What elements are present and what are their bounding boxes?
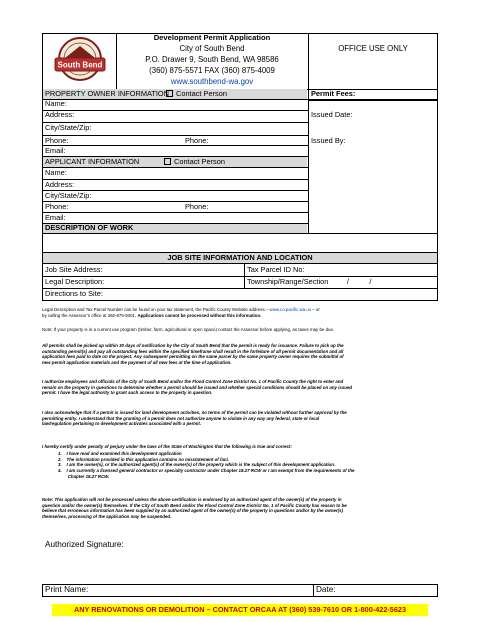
paragraph-line: believe that erroneous information has been supplied by an authorized agent of the owner(s) of the property in questions and/or by the owner(s) xyxy=(42,508,344,514)
processing-note xyxy=(42,497,442,520)
list-item: 2. The information provided in this application contains no misstatement of fact. xyxy=(58,456,230,462)
directions-field[interactable]: Directions to Site: xyxy=(45,289,103,298)
issued-date-label: Issued Date: xyxy=(311,110,353,119)
list-item: 3. I am the owner(s), or the authorized agent(s) of the owner(s) of the property which is the subject of this development application. xyxy=(58,462,336,468)
certification-list xyxy=(58,451,442,480)
applicant-email-field[interactable]: Email: xyxy=(45,213,66,222)
paragraph-line: application fees paid to date on the project. Any subsequent permitting on the same parcel by the same property owner requires the submittal of xyxy=(42,354,344,360)
applicant-contact-label: Contact Person xyxy=(174,157,225,166)
checkbox-icon[interactable] xyxy=(166,90,173,97)
jobsite-section-title: JOB SITE INFORMATION AND LOCATION xyxy=(167,253,313,262)
owner-address-field[interactable]: Address: xyxy=(45,110,75,119)
paragraph-line: remain on the property in questions to determine whether a permit should be issued and whether special conditions should be placed on any issued xyxy=(42,384,353,390)
row-line xyxy=(308,100,438,101)
checkbox-icon[interactable] xyxy=(164,158,171,165)
print-name-field[interactable]: Print Name: xyxy=(45,585,89,594)
owner-section-title: PROPERTY OWNER INFORMATION xyxy=(45,89,170,98)
row-line xyxy=(42,167,308,168)
authorized-signature-label: Authorized Signature: xyxy=(45,540,124,549)
list-item: 1. I have read and examined this development application xyxy=(58,451,182,456)
paragraph-line: permit. I have the legal authority to grant such access to the property in question. xyxy=(42,390,213,396)
jobsite-address-field[interactable]: Job Site Address: xyxy=(45,265,103,274)
paragraph-line: themselves, processing of the application may be suspended. xyxy=(42,514,172,520)
pickup-paragraph xyxy=(42,343,442,366)
list-item: Chapter 18.27 RCW. xyxy=(58,473,110,479)
owner-contact-checkbox[interactable] xyxy=(166,89,227,99)
assessor-text: by calling the Assessor’s office at 360-875-9301. xyxy=(42,312,138,318)
date-field[interactable]: Date: xyxy=(316,585,336,594)
owner-email-field[interactable]: Email: xyxy=(45,146,66,155)
certification-intro: I hereby certify under penalty of perjury under the laws of the State of Washington that the following is true and correct: xyxy=(42,444,292,449)
description-of-work-field[interactable] xyxy=(43,234,437,252)
row-line xyxy=(42,212,308,213)
acknowledgement-paragraph xyxy=(42,410,442,427)
owner-phone2-field[interactable]: Phone: xyxy=(185,136,209,145)
county-website-link[interactable]: www.co.pacific.wa.us xyxy=(269,307,312,312)
applicant-address-field[interactable]: Address: xyxy=(45,180,75,189)
tax-parcel-field[interactable]: Tax Parcel ID No: xyxy=(247,265,305,274)
owner-contact-label: Contact Person xyxy=(176,89,227,98)
row-line xyxy=(42,145,308,146)
list-item: 4. I am currently a licensed general contractor or specialty contractor under Chapter 18.27 RCW or I am exempt from the requirements of the xyxy=(58,468,355,474)
print-name-row xyxy=(42,584,438,597)
row-line xyxy=(42,110,308,111)
mailing-address: P.O. Drawer 9, South Bend, WA 98586 xyxy=(145,55,279,64)
website-link[interactable] xyxy=(116,77,308,87)
city-logo xyxy=(50,36,110,86)
applicant-city-field[interactable]: City/State/Zip: xyxy=(45,191,92,200)
legal-description-field[interactable]: Legal Description: xyxy=(45,277,105,286)
applicant-phone2-field[interactable]: Phone: xyxy=(185,202,209,211)
owner-name-field[interactable]: Name: xyxy=(45,99,67,108)
paragraph-line: I also acknowledge that if a permit is issued for land development activities, no terms of the permit can be violated without further approval by the xyxy=(42,410,347,415)
legal-info-text: Legal Description and Tax Parcel Number can be found on your tax statement, the Pacific County Website address – xyxy=(42,307,270,312)
form-title: Development Permit Application xyxy=(153,33,271,42)
row-line xyxy=(42,135,308,136)
legal-info-text-end: – or xyxy=(311,307,320,312)
paragraph-line: law/regulation pertaining to development activates associated with a permit. xyxy=(42,421,202,427)
paragraph-line: new permit application materials and the payment of all new fees at the time of application. xyxy=(42,360,232,366)
owner-city-field[interactable]: City/State/Zip: xyxy=(45,123,92,132)
authorization-paragraph xyxy=(42,379,442,396)
legal-info-note xyxy=(42,307,442,318)
row-line xyxy=(42,201,308,202)
township-range-section-field[interactable]: Township/Range/Section / / xyxy=(247,277,372,286)
paragraph-line: question and/or the owner(s) themselves. If the City of South Bend and/or the Flood Control Zone District No. 1 of Pacific County has reason to be xyxy=(42,502,347,508)
applicant-name-field[interactable]: Name: xyxy=(45,168,67,177)
applicant-phone-field[interactable]: Phone: xyxy=(45,202,69,211)
phone-fax: (360) 875-5571 FAX (360) 875-4009 xyxy=(149,66,275,75)
legal-info-line2 xyxy=(42,313,442,319)
row-line xyxy=(42,263,438,264)
permit-fees-label: Permit Fees: xyxy=(311,89,356,98)
applicant-contact-checkbox[interactable] xyxy=(164,157,225,167)
signature-field[interactable] xyxy=(140,538,438,550)
row-line xyxy=(42,179,308,180)
cannot-process-warning: Applications cannot be processed without this information. xyxy=(137,312,262,318)
office-column-divider xyxy=(308,89,309,233)
orcaa-banner-text: ANY RENOVATIONS OR DEMOLITION – CONTACT ORCAA AT (360) 539-7610 OR 1-800-422-5623 xyxy=(73,605,407,614)
applicant-section-title: APPLICANT INFORMATION xyxy=(45,157,140,166)
city-name: City of South Bend xyxy=(179,44,245,53)
print-name-divider xyxy=(313,584,314,597)
description-of-work-label: DESCRIPTION OF WORK xyxy=(45,223,134,232)
paragraph-line: permitting entity. I understand that the granting of a permit does not authorize anyone to violate in any way any federal, state or local xyxy=(42,415,320,421)
logo-text: South Bend xyxy=(57,60,103,70)
current-use-note: Note: If your property is in a current use program (timber, farm, agricultural or open space) contact the Assessor before applying, as taxes may be due. xyxy=(42,327,335,332)
owner-phone-field[interactable]: Phone: xyxy=(45,136,69,145)
paragraph-line: All permits shall be picked up within 30 days of notification by the City of South Bend that the permit is ready for issuance. Failure to pick up the xyxy=(42,343,344,348)
office-use-label: OFFICE USE ONLY xyxy=(338,44,408,53)
paragraph-line: Note: This application will not be processed unless the above certification is endorsed by an authorized agent of the owner(s) of the property in xyxy=(42,497,342,502)
website-link-text[interactable]: www.southbend-wa.gov xyxy=(170,77,254,86)
header-divider-right xyxy=(308,33,309,90)
issued-by-label: Issued By: xyxy=(311,136,346,145)
paragraph-line: I authorize employees and officials of the City of South Bend and/or the Flood Control Zone District No. 1 of Pacific County the right to enter and xyxy=(42,379,344,384)
paragraph-line: outstanding permit(s) and pay all outstanding fees within the specified timeframe shall result in the forfeiture of all permit documentation and all xyxy=(42,348,344,354)
